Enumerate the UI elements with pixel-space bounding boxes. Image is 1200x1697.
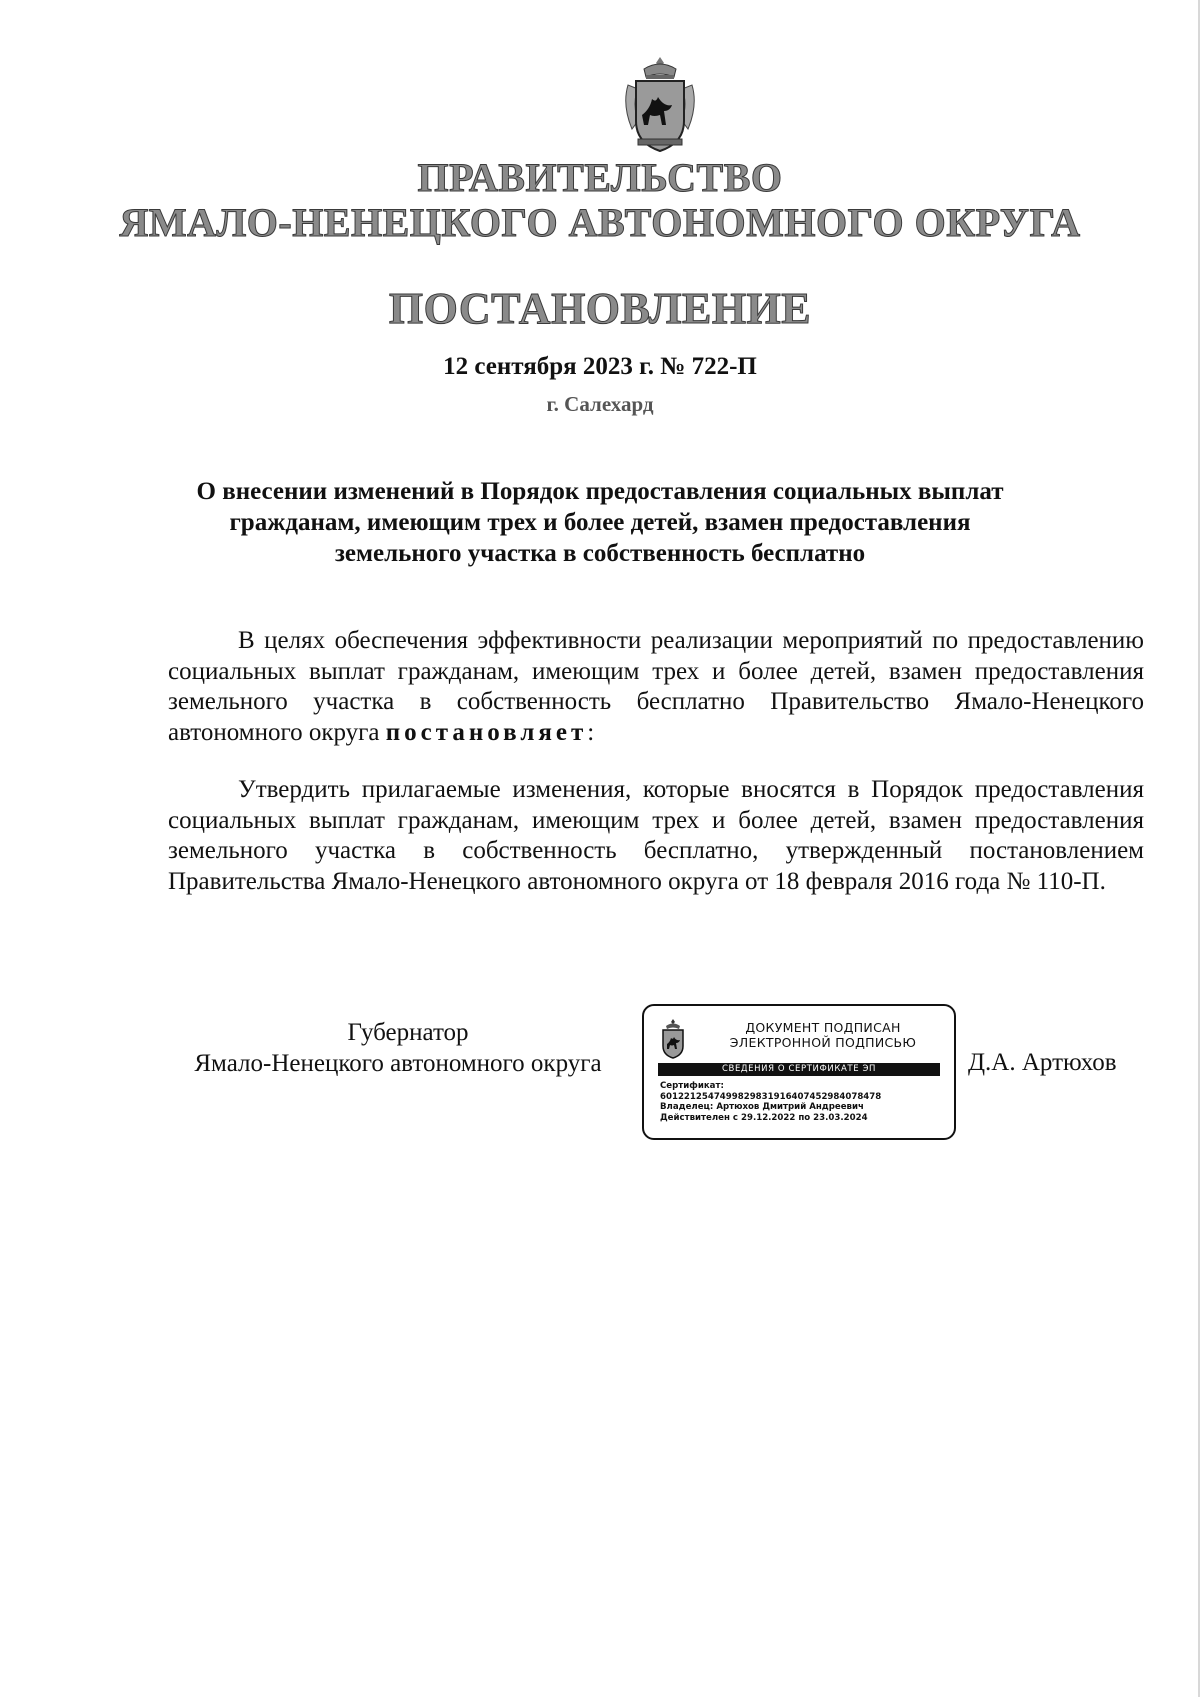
stamp-title-line-1: ДОКУМЕНТ ПОДПИСАН [745, 1020, 901, 1035]
signatory-position [168, 1017, 628, 1079]
certificate-details [660, 1081, 950, 1123]
city: г. Салехард [546, 392, 654, 416]
coat-of-arms-emblem [620, 55, 700, 155]
resolves-verb: постановляет [385, 718, 588, 746]
certificate-info-bar: СВЕДЕНИЯ О СЕРТИФИКАТЕ ЭП [658, 1063, 940, 1076]
document-heading [190, 476, 1010, 569]
government-title: ПРАВИТЕЛЬСТВО [417, 155, 783, 200]
document-type: ПОСТАНОВЛЕНИЕ [388, 284, 812, 333]
region-title: ЯМАЛО-НЕНЕЦКОГО АВТОНОМНОГО ОКРУГА [119, 200, 1081, 245]
heading-line: земельного участка в собственность бесплатно [334, 540, 866, 567]
resolution-paragraph: Утвердить прилагаемые изменения, которые вносятся в Порядок предоставления социальных выплат гражданам, имеющим трех и более детей, взамен предоставления земельного участка в собственность бесплатно, утвержденный постановлением Правительства Ямало-Ненецкого автономного округа от 18 февраля 2016 года № 110-П. [168, 776, 1144, 895]
position-line-2: Ямало-Ненецкого автономного округа [194, 1050, 602, 1077]
position-line-1: Губернатор [347, 1019, 469, 1046]
preamble-text: В целях обеспечения эффективности реализации мероприятий по предоставлению социальных выплат гражданам, имеющим трех и более детей, взамен предоставления земельного участка в собственность бесплатно Правительство Ямало-Ненецкого автономного округа [168, 627, 1144, 746]
stamp-title-line-2: ЭЛЕКТРОННОЙ ПОДПИСЬЮ [729, 1035, 917, 1050]
certificate-number: 6012212547499829831916407452984078478 [660, 1091, 882, 1102]
signatory-name: Д.А. Артюхов [968, 1049, 1117, 1076]
date-and-number: 12 сентября 2023 г. № 722-П [443, 353, 757, 380]
stamp-title [698, 1020, 948, 1050]
certificate-owner: Владелец: Артюхов Дмитрий Андреевич [660, 1102, 864, 1112]
heading-line: гражданам, имеющим трех и более детей, взамен предоставления [229, 509, 971, 536]
certificate-validity: Действителен с 29.12.2022 по 23.03.2024 [660, 1112, 868, 1123]
electronic-signature-stamp [642, 1004, 956, 1140]
stamp-emblem-icon [658, 1018, 688, 1060]
preamble-paragraph [168, 626, 1144, 748]
heading-line: О внесении изменений в Порядок предоставления социальных выплат [196, 478, 1004, 505]
preamble-end: : [587, 718, 595, 746]
certificate-label: Сертификат: [660, 1081, 724, 1091]
